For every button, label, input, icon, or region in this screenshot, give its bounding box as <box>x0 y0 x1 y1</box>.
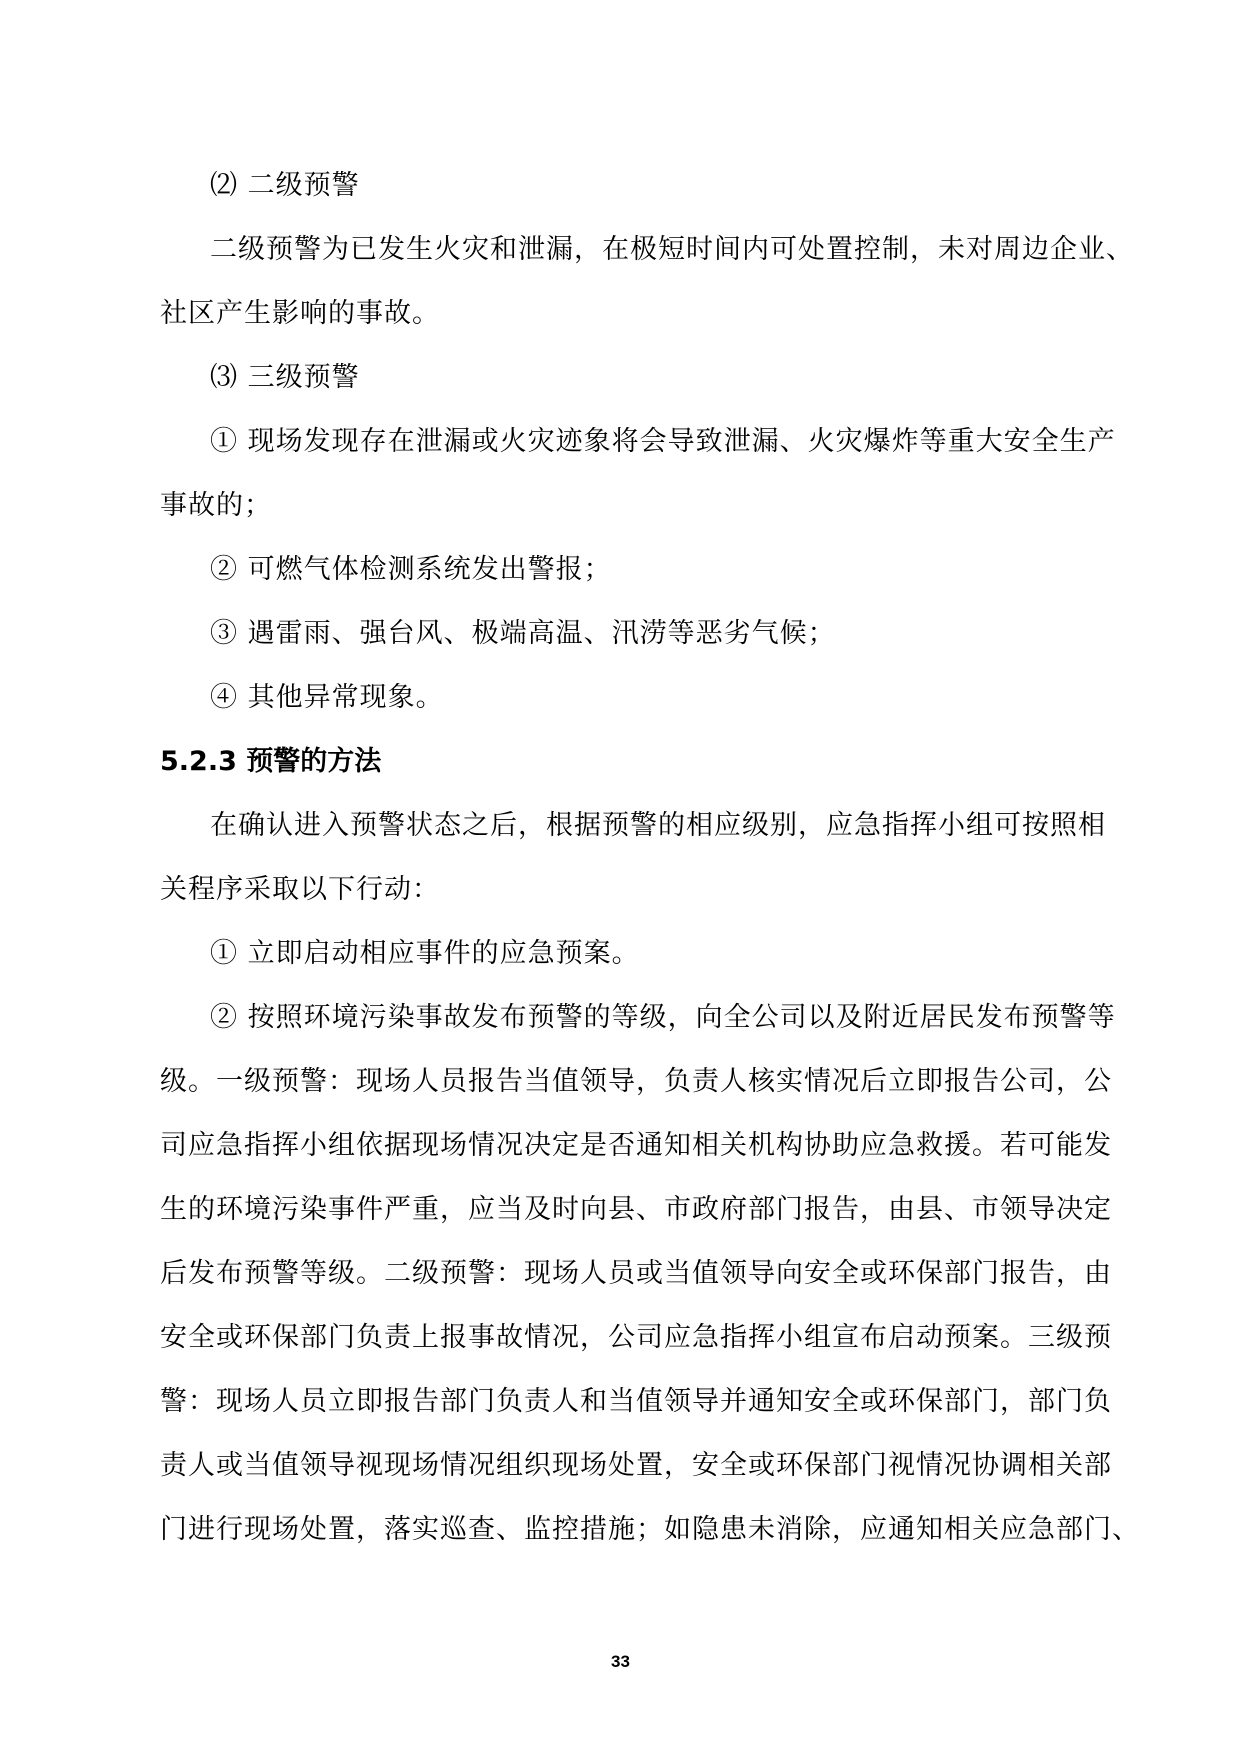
list-item: ② 可燃气体检测系统发出警报； <box>210 554 612 585</box>
paragraph-line: 级。一级预警：现场人员报告当值领导，负责人核实情况后立即报告公司，公 <box>160 1066 1112 1097</box>
paragraph-line: 在确认进入预警状态之后，根据预警的相应级别，应急指挥小组可按照相 <box>210 810 1106 841</box>
paragraph-line: 二级预警为已发生火灾和泄漏，在极短时间内可处置控制，未对周边企业、 <box>210 234 1134 265</box>
paragraph-line: 司应急指挥小组依据现场情况决定是否通知相关机构协助应急救援。若可能发 <box>160 1130 1112 1161</box>
list-item: ① 立即启动相应事件的应急预案。 <box>210 938 640 969</box>
paragraph-line: 安全或环保部门负责上报事故情况，公司应急指挥小组宣布启动预案。三级预 <box>160 1322 1112 1353</box>
page-body <box>160 156 1140 1564</box>
paragraph-line: 门进行现场处置，落实巡查、监控措施；如隐患未消除，应通知相关应急部门、 <box>160 1514 1140 1545</box>
paragraph-line: 事故的； <box>160 490 272 521</box>
list-item: ③ 遇雷雨、强台风、极端高温、汛涝等恶劣气候； <box>210 618 836 649</box>
item-level2-warning-title: ⑵ 二级预警 <box>210 170 360 201</box>
paragraph-line: 生的环境污染事件严重，应当及时向县、市政府部门报告，由县、市领导决定 <box>160 1194 1112 1225</box>
page-number: 33 <box>611 1652 630 1671</box>
paragraph-line: 后发布预警等级。二级预警：现场人员或当值领导向安全或环保部门报告，由 <box>160 1258 1112 1289</box>
paragraph-line: ② 按照环境污染事故发布预警的等级，向全公司以及附近居民发布预警等 <box>210 1002 1116 1033</box>
list-item: ④ 其他异常现象。 <box>210 682 444 713</box>
section-heading: 5.2.3 预警的方法 <box>160 746 382 777</box>
paragraph-line: 责人或当值领导视现场情况组织现场处置，安全或环保部门视情况协调相关部 <box>160 1450 1112 1481</box>
paragraph-line: 关程序采取以下行动： <box>160 874 440 905</box>
paragraph-line: ① 现场发现存在泄漏或火灾迹象将会导致泄漏、火灾爆炸等重大安全生产 <box>210 426 1116 457</box>
paragraph-line: 警：现场人员立即报告部门负责人和当值领导并通知安全或环保部门，部门负 <box>160 1386 1112 1417</box>
item-level3-warning-title: ⑶ 三级预警 <box>210 362 360 393</box>
paragraph-line: 社区产生影响的事故。 <box>160 298 440 329</box>
